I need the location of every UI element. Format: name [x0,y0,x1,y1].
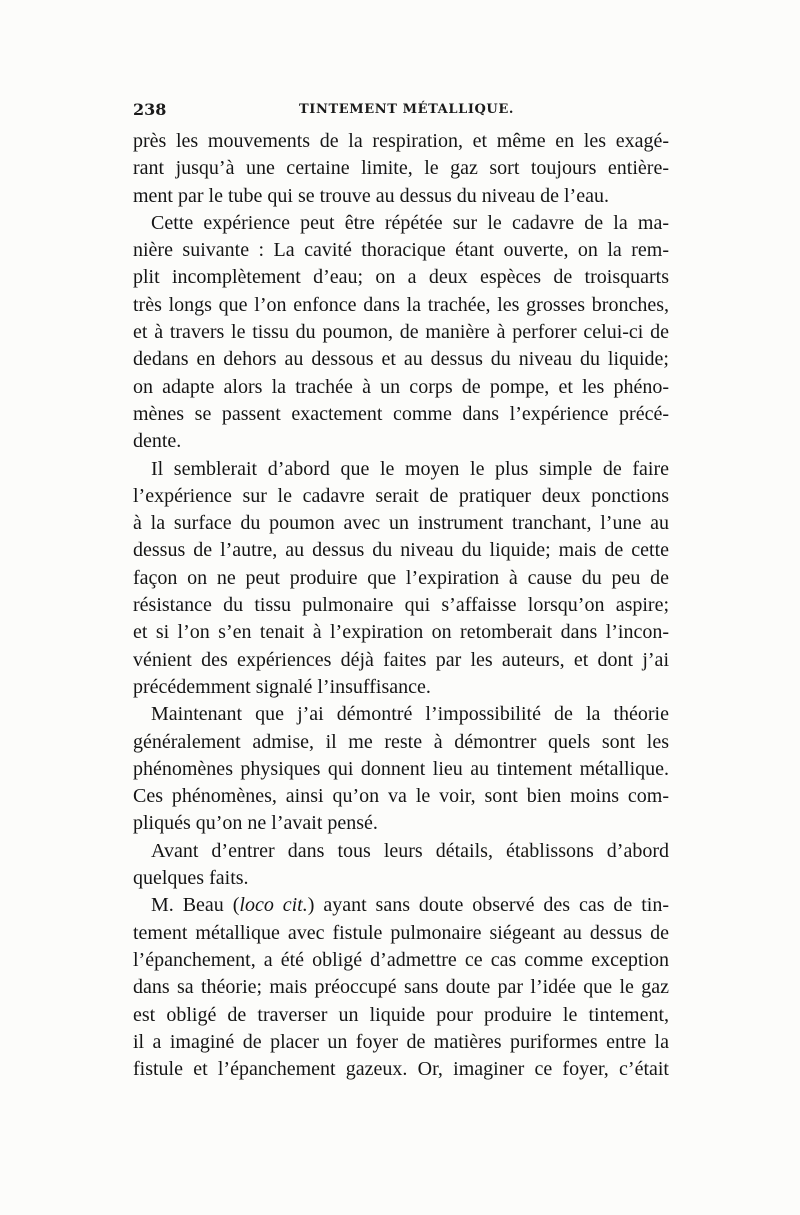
page-number: 238 [133,100,167,119]
text-line: l’épanchement, a été obligé d’admettre ce cas comme exception [133,948,669,971]
text-line: pliqués qu’on ne l’avait pensé. [133,812,378,835]
text-line: Il semblerait d’abord que le moyen le plus simple de faire [151,457,669,480]
text-line: fistule et l’épanchement gazeux. Or, imaginer ce foyer, c’était [133,1058,669,1081]
running-head [133,100,669,124]
text-line: Ces phénomènes, ainsi qu’on va le voir, sont bien moins com- [133,785,669,808]
text-line: à la surface du poumon avec un instrument tranchant, l’une au [133,512,669,535]
text-line: phénomènes physiques qui donnent lieu au tintement métallique. [133,757,669,780]
text-line: tement métallique avec fistule pulmonaire siégeant au dessus de [133,921,669,944]
text-line: est obligé de traverser un liquide pour produire le tintement, [133,1003,669,1026]
text-line: dedans en dehors au dessous et au dessus du niveau du liquide; [133,348,669,371]
text-line [133,892,669,919]
text-line: résistance du tissu pulmonaire qui s’affaisse lorsqu’on aspire; [133,594,669,617]
text-fragment: M. Beau ( [151,894,240,917]
text-line: quelques faits. [133,867,249,890]
citation-italic: loco cit. [239,894,308,917]
text-line: façon on ne peut produire que l’expiration à cause du peu de [133,566,669,589]
text-line: nière suivante : La cavité thoracique étant ouverte, on la rem- [133,239,669,262]
running-title: TINTEMENT MÉTALLIQUE. [299,102,515,117]
text-line: ment par le tube qui se trouve au dessus du niveau de l’eau. [133,184,609,207]
text-line: l’expérience sur le cadavre serait de pratiquer deux ponctions [133,484,669,507]
text-line: dans sa théorie; mais préoccupé sans doute par l’idée que le gaz [133,976,669,999]
text-line: et à travers le tissu du poumon, de manière à perforer celui-ci de [133,321,669,344]
text-line: vénient des expériences déjà faites par les auteurs, et dont j’ai [133,648,669,671]
text-line: Avant d’entrer dans tous leurs détails, établissons d’abord [151,839,669,862]
text-line: précédemment signalé l’insuffisance. [133,675,431,698]
text-line: près les mouvements de la respiration, et même en les exagé- [133,130,669,152]
text-line: dente. [133,430,182,453]
text-line: on adapte alors la trachée à un corps de pompe, et les phéno- [133,375,669,398]
text-line: généralement admise, il me reste à démontrer quels sont les [133,730,669,753]
text-line: plit incomplètement d’eau; on a deux espèces de troisquarts [133,266,669,289]
text-line: rant jusqu’à une certaine limite, le gaz sort toujours entière- [133,157,669,180]
text-line: Cette expérience peut être répétée sur le cadavre de la ma- [151,211,669,234]
text-line: très longs que l’on enfonce dans la trachée, les grosses bronches, [133,293,669,316]
text-fragment: ) ayant sans doute observé des cas de tin- [307,894,669,917]
text-line: mènes se passent exactement comme dans l’expérience précé- [133,402,669,425]
text-line: et si l’on s’en tenait à l’expiration on retomberait dans l’incon- [133,621,669,644]
text-line: dessus de l’autre, au dessus du niveau du liquide; mais de cette [133,539,669,562]
text-line: il a imaginé de placer un foyer de matières puriformes entre la [133,1030,669,1053]
text-line: Maintenant que j’ai démontré l’impossibilité de la théorie [151,703,669,726]
body-text [133,128,669,1083]
